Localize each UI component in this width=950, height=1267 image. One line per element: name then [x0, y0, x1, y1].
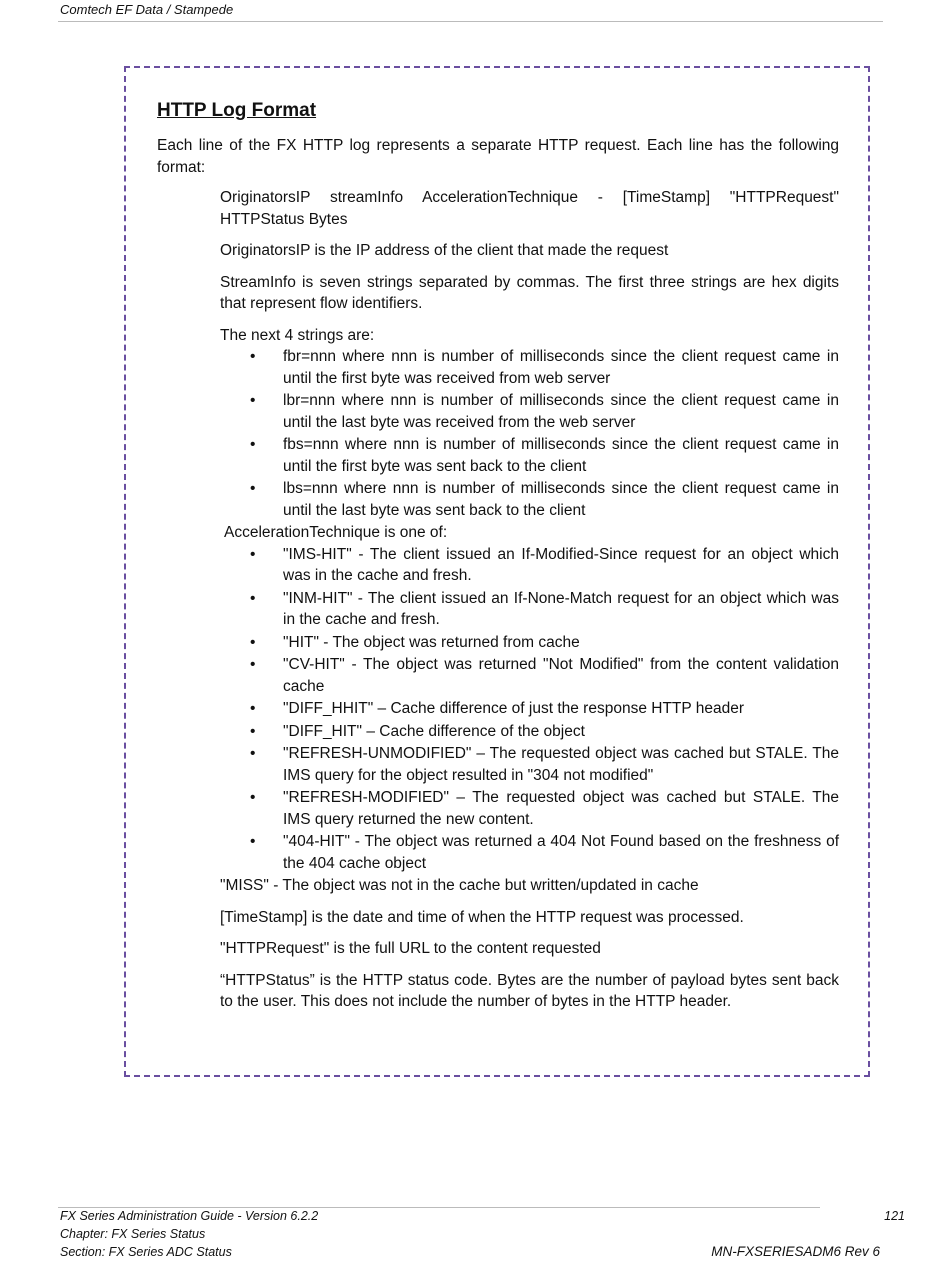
list-item: • "CV-HIT" - The object was returned "Not Modified" from the content validation cache [250, 656, 839, 695]
list-item: • "DIFF_HHIT" – Cache difference of just the response HTTP header [220, 698, 839, 720]
list-item: • "IMS-HIT" - The client issued an If-Modified-Since request for an object which was in the cache and fresh. [250, 545, 839, 584]
bullet-icon: • [250, 480, 256, 497]
timing-list [220, 346, 839, 521]
list-item: • lbs=nnn where nnn is number of milliseconds since the client request came in until the last byte was sent back to the client [250, 480, 839, 519]
list-item: • fbr=nnn where nnn is number of milliseconds since the client request came in until the first byte was received from web server [250, 348, 839, 387]
accel-label: AccelerationTechnique is one of: [224, 524, 448, 541]
document-body [157, 98, 839, 1023]
miss-paragraph: "MISS" - The object was not in the cache but written/updated in cache [220, 877, 699, 894]
list-item: • "DIFF_HIT" – Cache difference of the object [220, 721, 839, 743]
definitions-block [220, 187, 839, 346]
bullet-icon: • [250, 745, 256, 762]
bullet-icon: • [250, 348, 256, 365]
list-item: • fbs=nnn where nnn is number of milliseconds since the client request came in until the first byte was sent back to the client [250, 436, 839, 475]
timestamp-paragraph: [TimeStamp] is the date and time of when the HTTP request was processed. [220, 908, 744, 926]
next-strings-label: The next 4 strings are: [220, 326, 375, 344]
bullet-icon: • [250, 656, 256, 673]
list-item: • "REFRESH-UNMODIFIED" – The requested object was cached but STALE. The IMS query for the object resulted in "304 not modified" [250, 745, 839, 784]
http-status-paragraph: “HTTPStatus” is the HTTP status code. Bytes are the number of payload bytes sent back to the user. This does not include the number of bytes in the HTTP header. [220, 971, 839, 1010]
footer-divider [58, 1207, 820, 1208]
document-id: MN-FXSERIESADM6 Rev 6 [711, 1244, 880, 1259]
bullet-icon: • [250, 545, 256, 563]
footer-guide: FX Series Administration Guide - Version 6.2.2 [60, 1209, 319, 1223]
section-title: HTTP Log Format [157, 100, 317, 121]
list-item: • lbr=nnn where nnn is number of milliseconds since the client request came in until the last byte was received from the web server [250, 392, 839, 431]
format-line: OriginatorsIP streamInfo AccelerationTechnique - [TimeStamp] "HTTPRequest" HTTPStatus Bytes [220, 189, 839, 228]
bullet-icon: • [250, 392, 256, 409]
list-item: • "INM-HIT" - The client issued an If-None-Match request for an object which was in the cache and fresh. [250, 589, 839, 628]
bullet-icon: • [250, 722, 256, 740]
stream-info-paragraph: StreamInfo is seven strings separated by commas. The first three strings are hex digits that represent flow identifiers. [220, 273, 839, 312]
bullet-icon: • [250, 700, 256, 717]
bullet-icon: • [250, 633, 256, 651]
footer-section: Section: FX Series ADC Status [60, 1245, 232, 1259]
list-item: • "REFRESH-MODIFIED" – The requested object was cached but STALE. The IMS query returned the new content. [250, 789, 839, 828]
list-item: • "HIT" - The object was returned from cache [220, 632, 839, 654]
intro-paragraph: Each line of the FX HTTP log represents a separate HTTP request. Each line has the following format: [157, 137, 839, 176]
page-header: Comtech EF Data / Stampede [60, 2, 234, 17]
originators-ip-paragraph: OriginatorsIP is the IP address of the client that made the request [220, 242, 669, 259]
footer-chapter: Chapter: FX Series Status [60, 1227, 206, 1241]
bullet-icon: • [250, 589, 256, 607]
page-number: 121 [884, 1209, 905, 1223]
accel-list [220, 544, 839, 875]
remaining-definitions [220, 875, 839, 1013]
bullet-icon: • [250, 789, 256, 806]
header-divider [58, 21, 883, 22]
bullet-icon: • [250, 436, 256, 453]
http-request-paragraph: "HTTPRequest" is the full URL to the content requested [220, 940, 601, 957]
list-item: • "404-HIT" - The object was returned a 404 Not Found based on the freshness of the 404 cache object [250, 833, 839, 872]
bullet-icon: • [250, 833, 256, 850]
